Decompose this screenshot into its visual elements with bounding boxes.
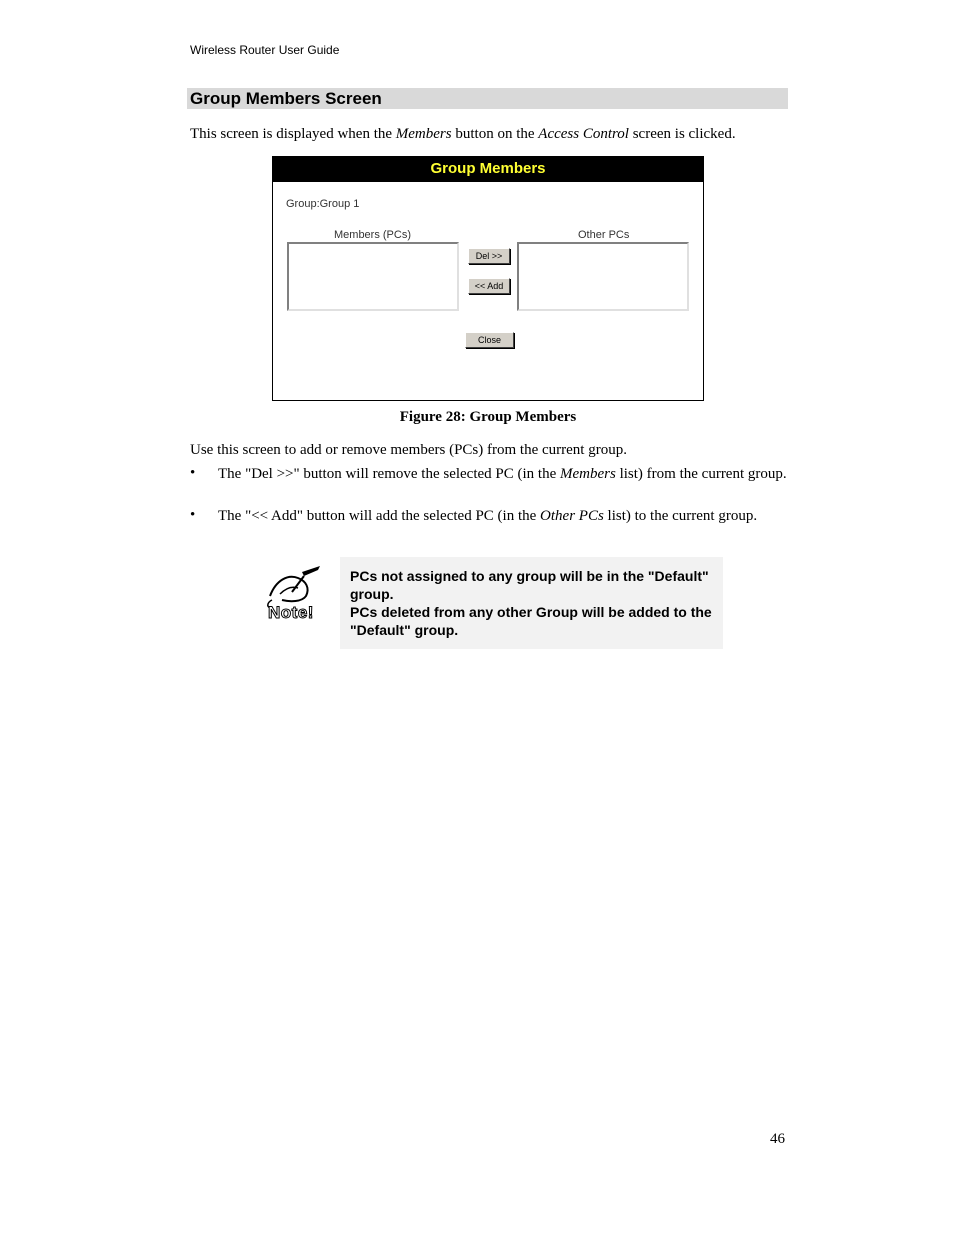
- members-listbox[interactable]: [287, 242, 459, 311]
- other-pcs-list-label: Other PCs: [578, 229, 630, 241]
- note-box: [340, 557, 723, 649]
- close-button[interactable]: Close: [465, 332, 514, 348]
- figure-caption: Figure 28: Group Members: [399, 409, 577, 425]
- del-button[interactable]: Del >>: [468, 248, 510, 264]
- bullet-add-term: Other PCs: [540, 508, 604, 524]
- note-line-default-group: PCs not assigned to any group will be in the "Default" group.: [350, 568, 709, 602]
- figure-title: Group Members: [430, 160, 546, 177]
- page-number: 46: [770, 1131, 785, 1147]
- intro-text-middle: button on the: [451, 126, 539, 142]
- section-heading-bar: [187, 88, 788, 109]
- bullet-item-add: [218, 507, 788, 525]
- bullet-symbol: •: [190, 465, 196, 481]
- running-header: Wireless Router User Guide: [190, 43, 340, 57]
- bullet-del-before: The "Del >>" button will remove the selected PC (in the: [218, 466, 561, 482]
- intro-access-control-term: Access Control: [538, 126, 629, 142]
- intro-paragraph: [190, 125, 736, 143]
- group-members-screenshot: [272, 156, 704, 401]
- members-list-label: Members (PCs): [334, 229, 412, 241]
- bullet-symbol: •: [190, 507, 196, 523]
- other-pcs-listbox[interactable]: [517, 242, 689, 311]
- note-text: [350, 567, 718, 639]
- intro-text-before: This screen is displayed when the: [190, 126, 396, 142]
- bullet-add-after: list) to the current group.: [603, 508, 758, 524]
- note-icon-label: Note!: [268, 603, 314, 622]
- intro-text-after: screen is clicked.: [628, 126, 736, 142]
- bullet-del-term: Members: [560, 466, 616, 482]
- bullet-add-before: The "<< Add" button will add the selected PC (in the: [218, 508, 541, 524]
- note-line-deleted-pcs: PCs deleted from any other Group will be added to the "Default" group.: [350, 604, 712, 638]
- add-button[interactable]: << Add: [468, 278, 510, 294]
- section-title: Group Members Screen: [190, 89, 382, 108]
- bullet-del-after: list) from the current group.: [615, 466, 787, 482]
- body-lead: Use this screen to add or remove members (PCs) from the current group.: [190, 442, 627, 458]
- group-label: Group:Group 1: [286, 198, 360, 210]
- intro-members-term: Members: [395, 126, 452, 142]
- figure-title-bar: [273, 157, 703, 182]
- bullet-item-del: [218, 465, 788, 483]
